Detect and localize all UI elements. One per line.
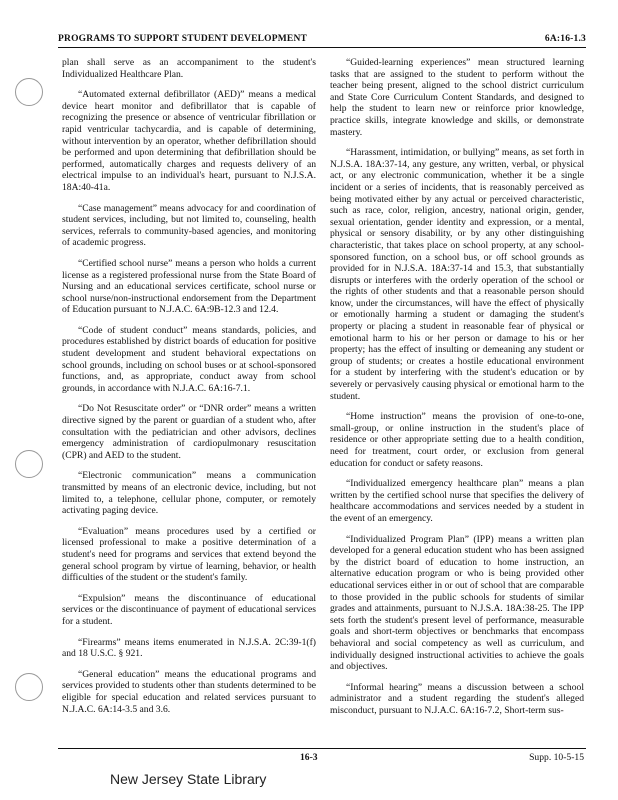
definition-electronic-communication: “Electronic communication” means a communication transmitted by means of an electronic device, including, but not limited to, a telephone, cellular phone, computer, or remotely activating paging device. <box>62 470 316 517</box>
definition-home-instruction: “Home instruction” means the provision of one-to-one, small-group, or online instruction in the student's place of residence or other appropriate setting due to a health condition, need for treatment, court order, or exclusion from general education for conduct or safety reasons. <box>330 411 584 469</box>
header-title: PROGRAMS TO SUPPORT STUDENT DEVELOPMENT <box>58 34 308 44</box>
header-rule <box>58 47 586 48</box>
definition-informal-hearing: “Informal hearing” means a discussion between a school administrator and a student regarding the student's alleged misconduct, pursuant to N.J.A.C. 6A:16-7.2, Short-term sus- <box>330 681 584 716</box>
page-number: 16-3 <box>300 752 318 763</box>
definition-harassment: “Harassment, intimidation, or bullying” means, as set forth in N.J.S.A. 18A:37-14, any gesture, any written, verbal, or physical act, or any electronic communication, whether it be a single incident or a series of incidents, that is reasonably perceived as being motivated either by any actual or perceived characteristic, such as race, color, religion, ancestry, national origin, gender, sexual orientation, gender identity and expression, or a mental, physical or sensory disability, or by any other distinguishing characteristic, that takes place on school property, at any school-sponsored function, on a school bus, or off school grounds as provided for in N.J.S.A. 18A:37-14 and 15.3, that substantially disrupts or interferes with the orderly operation of the school or the rights of other students and that a reasonable person should know, under the circumstances, will have the effect of physically or emotionally harming a student or damaging the student's property or placing a student in reasonable fear of physical or emotional harm to his or her person or damage to his or her property; has the effect of insulting or demeaning any student or group of students; or creates a hostile educational environment for a student by interfering with the student's education or by severely or pervasively causing physical or emotional harm to the student. <box>330 147 584 402</box>
left-column <box>62 57 316 724</box>
definition-code-of-conduct: “Code of student conduct” means standards, policies, and procedures established by district boards of education for positive student development and student behavioral expectations on school grounds, including on school buses or at school-sponsored functions, and, as appropriate, conduct away from school grounds, in accordance with N.J.A.C. 6A:16-7.1. <box>62 324 316 394</box>
definition-emergency-healthcare-plan: “Individualized emergency healthcare plan” means a plan written by the certified school nurse that specifies the delivery of healthcare accommodations and services needed by a student in the event of an emergency. <box>330 478 584 524</box>
library-watermark: New Jersey State Library <box>110 771 267 787</box>
running-header <box>58 34 586 44</box>
right-column <box>330 57 584 725</box>
definition-aed: “Automated external defibrillator (AED)” means a medical device heart monitor and defibrillator that is capable of recognizing the presence or absence of ventricular fibrillation or rapid ventricular tachycardia, and is capable of determining, without intervention by an operator, whether defibrillation should be performed and upon determining that defibrillation should be performed, automatically charges and requests delivery of an electrical impulse to an individual's heart, pursuant to N.J.S.A. 18A:40-41a. <box>62 89 316 193</box>
punch-hole <box>15 78 43 106</box>
definition-expulsion: “Expulsion” means the discontinuance of educational services or the discontinuance of payment of educational services for a student. <box>62 592 316 627</box>
definition-dnr-order: “Do Not Resuscitate order” or “DNR order” means a written directive signed by the parent or guardian of a student who, after consultation with the pediatrician and other advisors, declines emergency administration of cardiopulmonary resuscitation (CPR) and AED to the student. <box>62 403 316 461</box>
punch-hole <box>15 450 43 478</box>
definition-firearms: “Firearms” means items enumerated in N.J.S.A. 2C:39-1(f) and 18 U.S.C. § 921. <box>62 636 316 660</box>
punch-hole <box>15 673 43 701</box>
definition-evaluation: “Evaluation” means procedures used by a certified or licensed professional to make a positive determination of a student's need for programs and services that extend beyond the general school program by virtue of learning, behavior, or health difficulties of the student or the student's family. <box>62 525 316 584</box>
definition-ipp: “Individualized Program Plan” (IPP) means a written plan developed for a general education student who has been assigned by the district board of education to home instruction, an alternative education program or who is being provided other educational services either in or out of school that are comparable to those provided in the public schools for students of similar grades and attainments, pursuant to N.J.S.A. 18A:38-25. The IPP sets forth the student's present level of performance, measurable goals and short-term objectives or benchmarks that encompass behavioral and social competency as well as curriculum, and individually designed instructional activities to achieve the goals and objectives. <box>330 533 584 673</box>
definition-guided-learning: “Guided-learning experiences” mean structured learning tasks that are assigned to the student to perform without the teacher being present, aligned to the school district curriculum and State Core Curriculum Content Standards, and designed to help the student to learn new or reinforce prior knowledge, practice skills, integrate knowledge and skills, or demonstrate mastery. <box>330 57 584 138</box>
definition-certified-school-nurse: “Certified school nurse” means a person who holds a current license as a registered professional nurse from the State Board of Nursing and an educational services certificate, school nurse or school nurse/non-instructional endorsement from the Department of Education pursuant to N.J.A.C. 6A:9B-12.3 and 12.4. <box>62 257 316 316</box>
paragraph: plan shall serve as an accompaniment to the student's Individualized Healthcare Plan. <box>62 57 316 80</box>
supplement-date: Supp. 10-5-15 <box>529 752 584 763</box>
header-code: 6A:16-1.3 <box>544 34 586 44</box>
footer-rule <box>58 748 586 749</box>
definition-case-management: “Case management” means advocacy for and coordination of student services, including, but not limited to, counseling, health services, referrals to community-based agencies, and monitoring of academic progress. <box>62 202 316 249</box>
definition-general-education: “General education” means the educational programs and services provided to students other than students determined to be eligible for special education and related services pursuant to N.J.A.C. 6A:14-3.5 and 3.6. <box>62 668 316 715</box>
